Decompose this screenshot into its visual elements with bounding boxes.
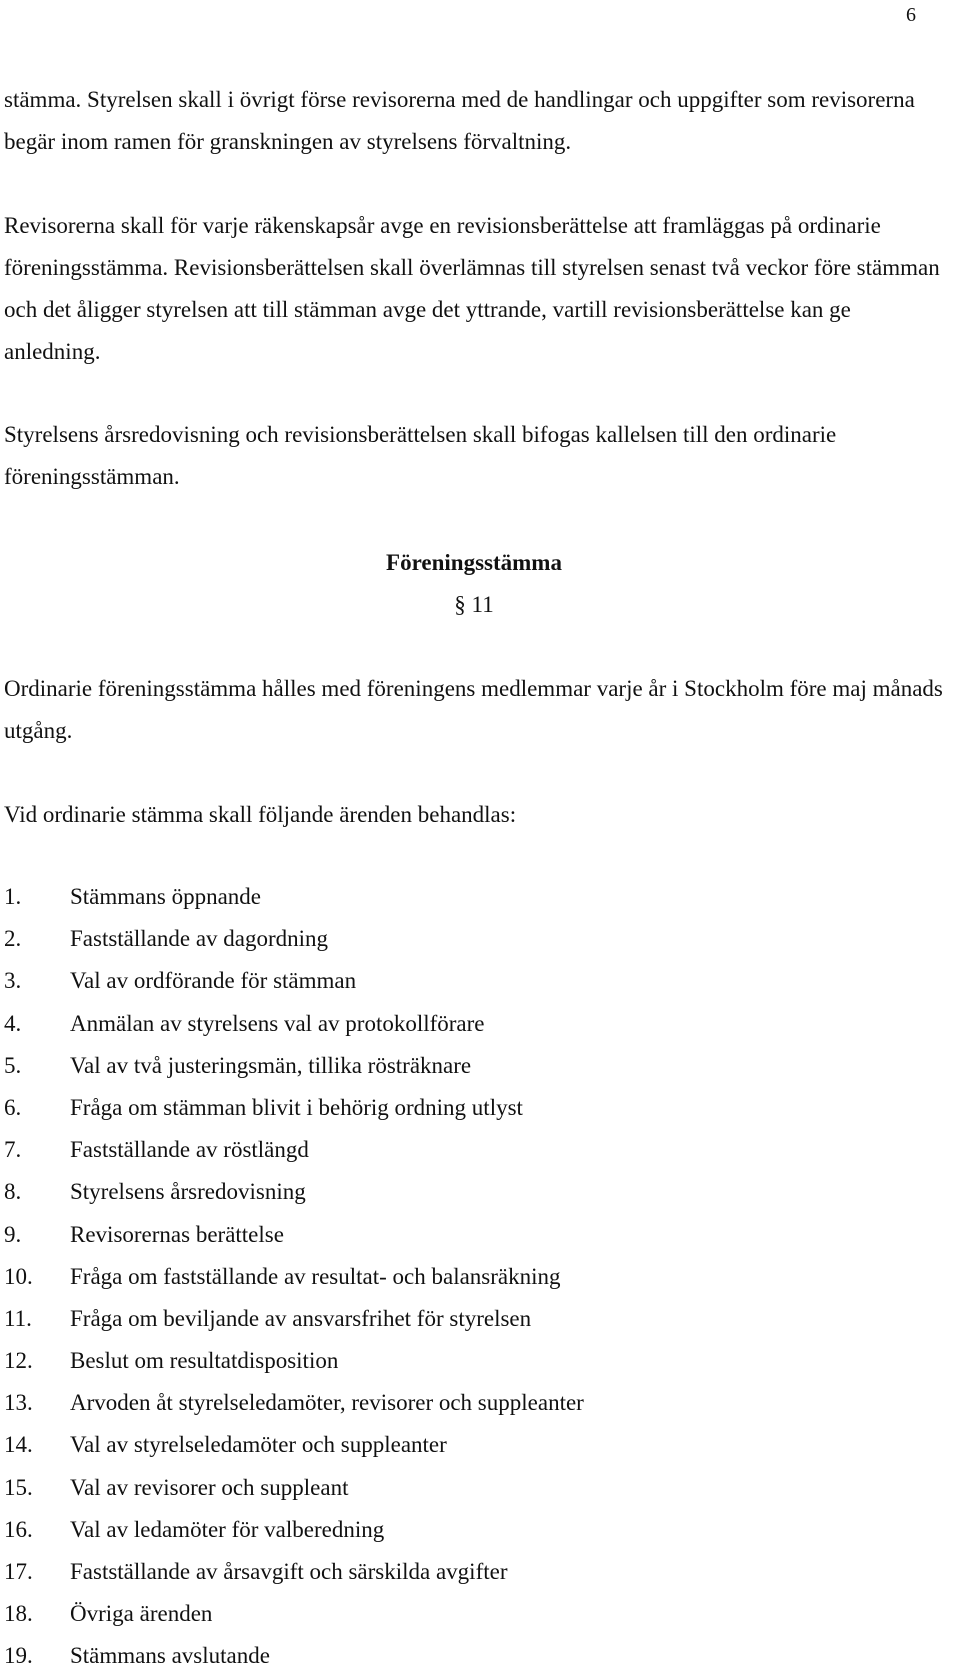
agenda-item-text: Anmälan av styrelsens val av protokollförare [70, 1010, 485, 1036]
agenda-item-number: 6. [4, 1094, 22, 1120]
agenda-item-number: 10. [4, 1263, 33, 1289]
agenda-item [4, 1003, 944, 1045]
agenda-item-text: Val av två justeringsmän, tillika rösträknare [70, 1052, 472, 1078]
agenda-item [4, 1129, 944, 1171]
agenda-item [4, 1214, 944, 1256]
agenda-item-text: Övriga ärenden [70, 1601, 213, 1627]
agenda-item-number: 5. [4, 1052, 22, 1078]
agenda-item [4, 1171, 944, 1213]
agenda-item-text: Stämmans öppnande [70, 884, 261, 909]
paragraph-board-auditors: stämma. Styrelsen skall i övrigt förse revisorerna med de handlingar och uppgifter som revisorerna begär inom ramen för granskningen av styrelsens förvaltning. [4, 87, 915, 154]
agenda-item [4, 1256, 944, 1298]
agenda-item [4, 960, 944, 1002]
agenda-item-text: Fastställande av årsavgift och särskilda avgifter [70, 1559, 508, 1584]
agenda-item-number: 16. [4, 1516, 33, 1542]
agenda-item-text: Revisorernas berättelse [70, 1221, 284, 1247]
section-number: § 11 [454, 592, 494, 617]
agenda-item [4, 1509, 944, 1551]
section-heading: Föreningsstämma [386, 550, 562, 575]
agenda-item-text: Styrelsens årsredovisning [70, 1179, 306, 1205]
agenda-list [4, 876, 944, 1678]
agenda-item-text: Beslut om resultatdisposition [70, 1348, 339, 1374]
agenda-item [4, 1424, 944, 1466]
agenda-item-text: Val av styrelseledamöter och suppleanter [70, 1432, 447, 1458]
agenda-item-number: 4. [4, 1010, 22, 1036]
agenda-item-number: 7. [4, 1137, 22, 1163]
agenda-item [4, 1467, 944, 1509]
agenda-item [4, 1551, 944, 1593]
agenda-item [4, 1045, 944, 1087]
agenda-item-number: 17. [4, 1559, 33, 1584]
paragraph-annual-report: Styrelsens årsredovisning och revisionsberättelsen skall bifogas kallelsen till den ordinarie föreningsstämman. [4, 422, 837, 489]
document-body [4, 79, 944, 1678]
paragraph-ordinary-meeting: Ordinarie föreningsstämma hålles med föreningens medlemmar varje år i Stockholm före maj månads utgång. [4, 676, 943, 743]
agenda-item-number: 3. [4, 968, 22, 994]
agenda-item [4, 1298, 944, 1340]
agenda-item [4, 876, 944, 918]
agenda-item-text: Arvoden åt styrelseledamöter, revisorer och suppleanter [70, 1390, 584, 1416]
agenda-item-text: Fastställande av röstlängd [70, 1137, 309, 1163]
agenda-item-text: Fråga om stämman blivit i behörig ordning utlyst [70, 1094, 523, 1120]
agenda-item-text: Val av ordförande för stämman [70, 968, 357, 994]
agenda-item-number: 12. [4, 1348, 33, 1374]
agenda-item-number: 2. [4, 926, 22, 952]
agenda-item [4, 1382, 944, 1424]
agenda-item-text: Fråga om beviljande av ansvarsfrihet för styrelsen [70, 1305, 532, 1331]
agenda-item-number: 9. [4, 1221, 22, 1247]
agenda-item-number: 13. [4, 1390, 33, 1416]
agenda-item-text: Stämmans avslutande [70, 1643, 270, 1669]
agenda-item-number: 14. [4, 1432, 33, 1458]
agenda-item-number: 19. [4, 1643, 33, 1669]
agenda-item [4, 1593, 944, 1635]
agenda-item-text: Val av ledamöter för valberedning [70, 1516, 385, 1542]
agenda-item-text: Fråga om fastställande av resultat- och balansräkning [70, 1263, 561, 1289]
paragraph-agenda-intro: Vid ordinarie stämma skall följande ärenden behandlas: [4, 802, 517, 827]
agenda-item-number: 15. [4, 1474, 33, 1500]
paragraph-audit-report: Revisorerna skall för varje räkenskapsår avge en revisionsberättelse att framläggas på ordinarie föreningsstämma. Revisionsberättelsen skall överlämnas till styrelsen senast två veckor före stämman och det åligger styrelsen att till stämman avge det yttrande, vartill revisionsberättelse kan ge anledning. [4, 213, 940, 364]
agenda-item-number: 11. [4, 1305, 32, 1331]
agenda-item [4, 1340, 944, 1382]
page-number: 6 [906, 4, 916, 26]
agenda-item-text: Val av revisorer och suppleant [70, 1474, 349, 1500]
agenda-item [4, 1635, 944, 1677]
agenda-item-number: 8. [4, 1179, 22, 1205]
agenda-item [4, 918, 944, 960]
agenda-item [4, 1087, 944, 1129]
agenda-item-number: 1. [4, 884, 22, 909]
agenda-item-number: 18. [4, 1601, 33, 1627]
agenda-item-text: Fastställande av dagordning [70, 926, 329, 952]
